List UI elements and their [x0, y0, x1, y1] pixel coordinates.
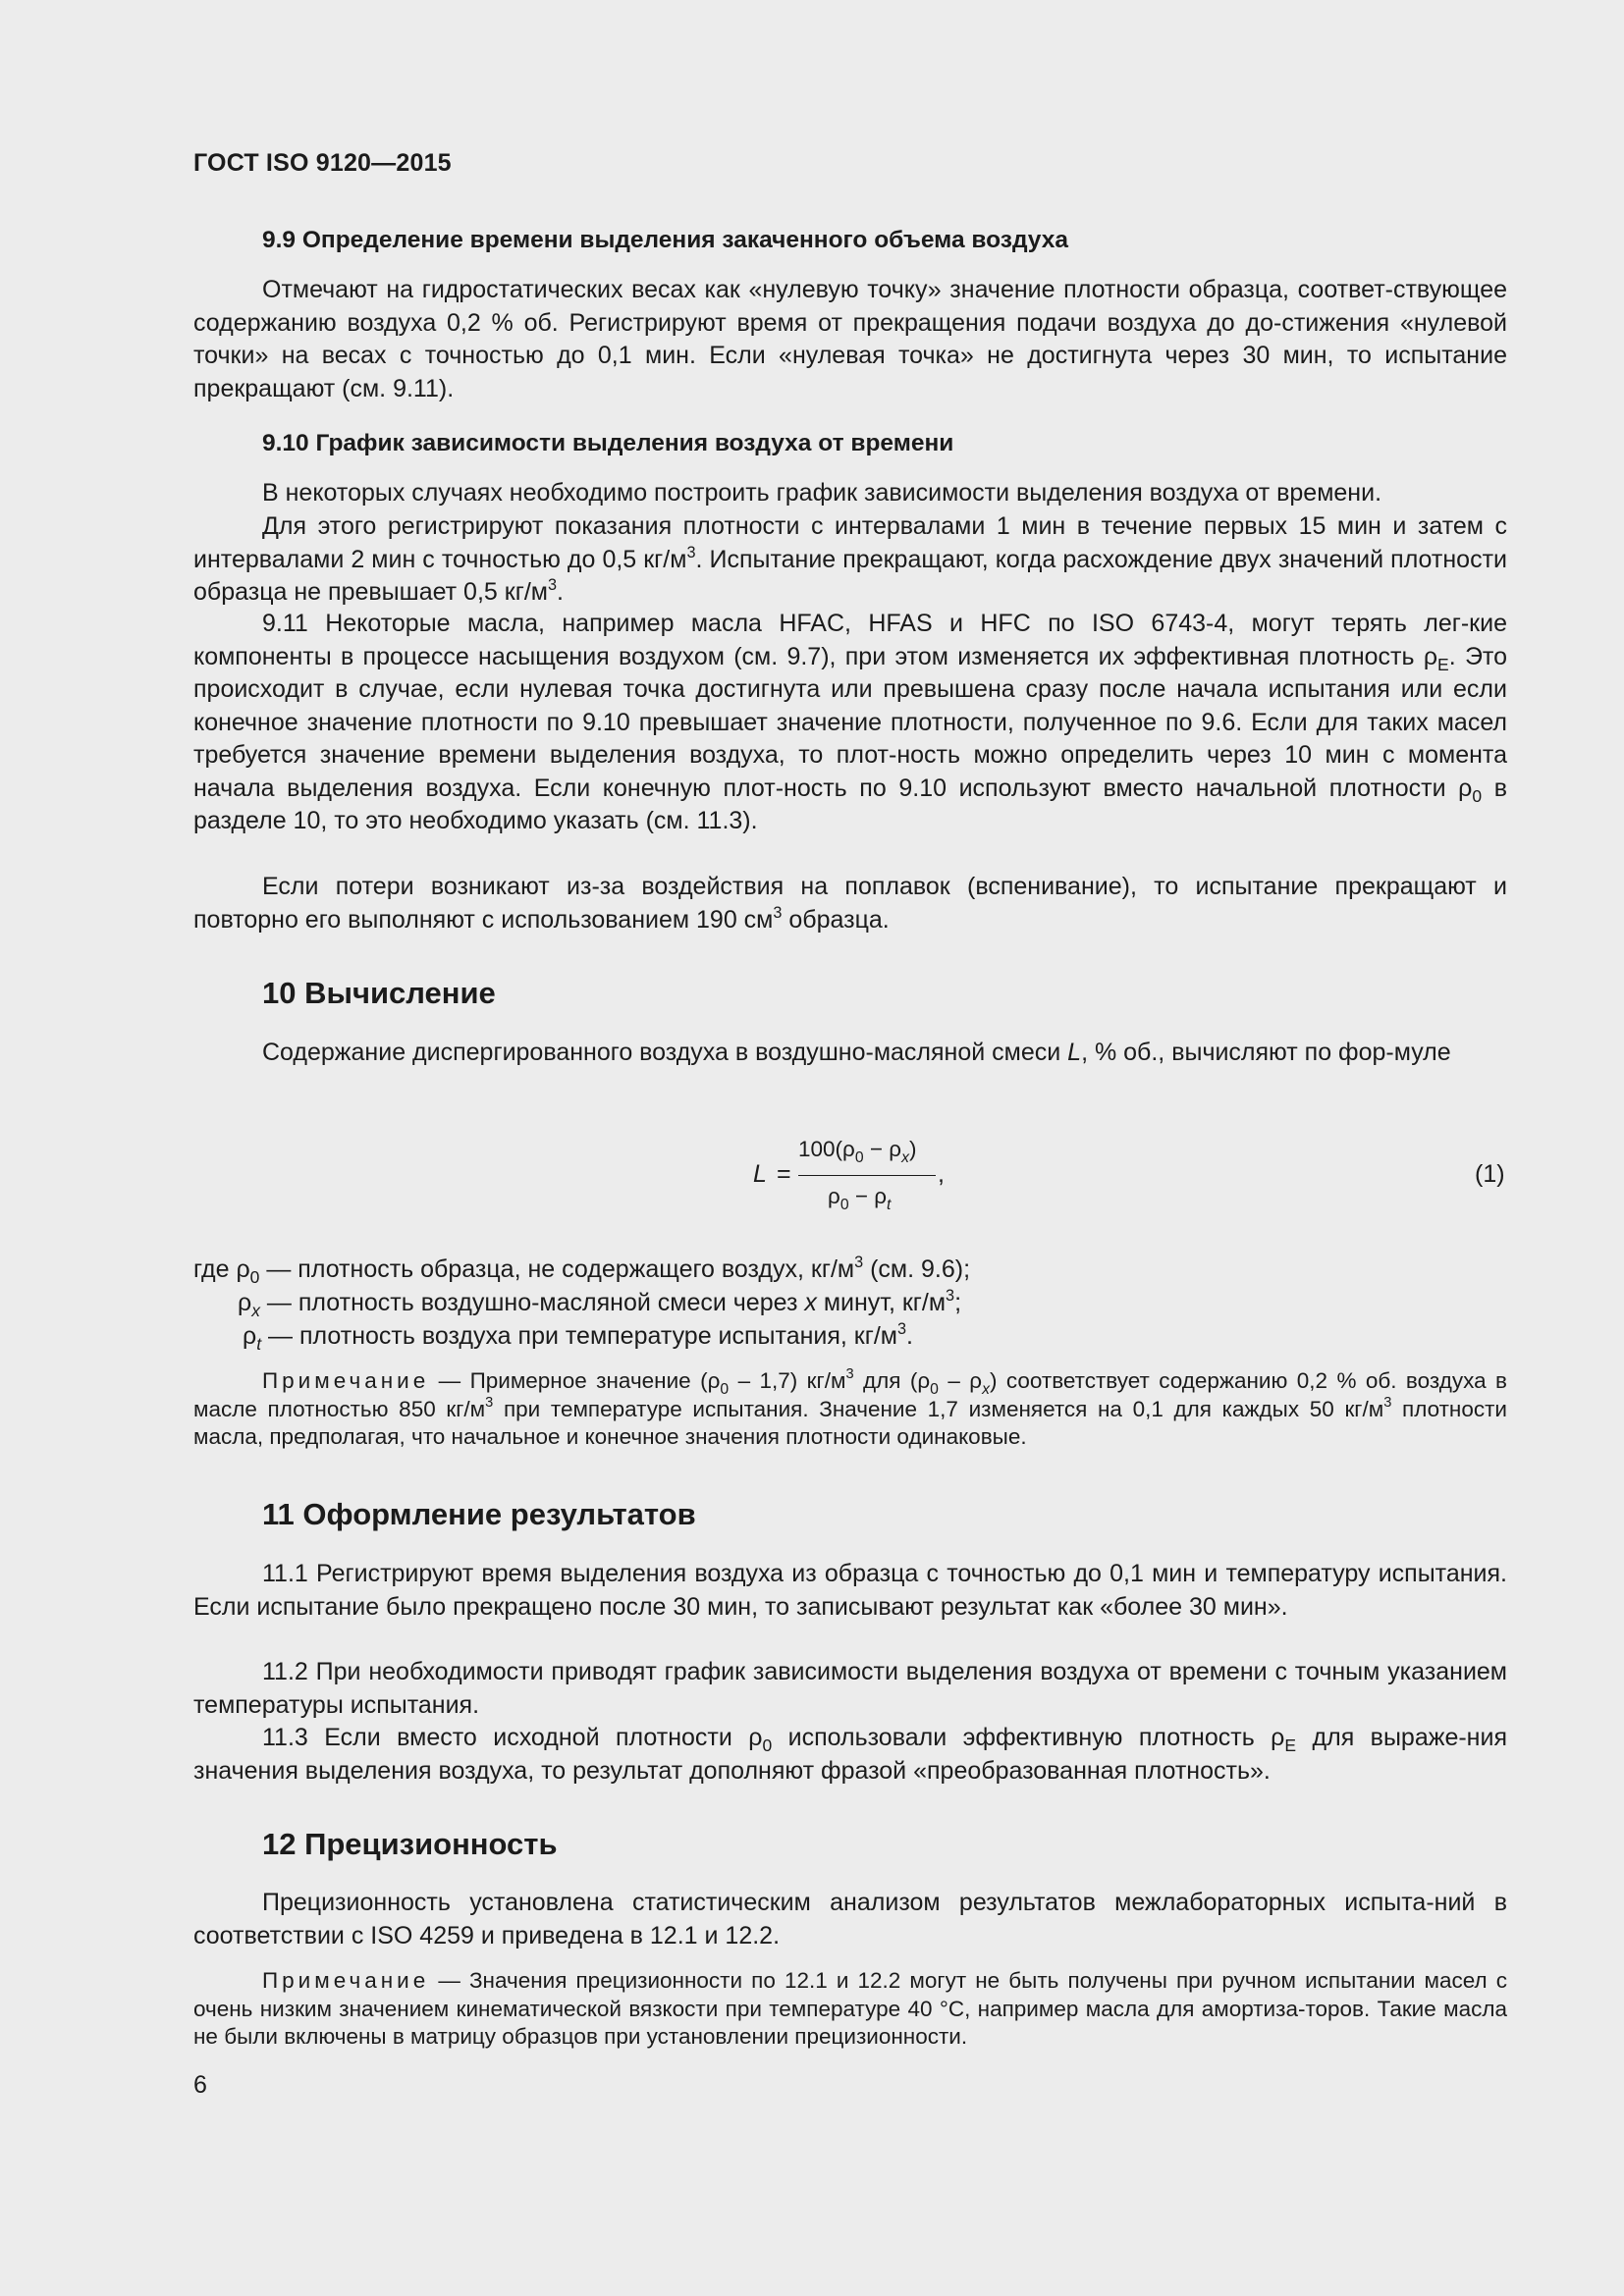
formula-definitions: [193, 1253, 970, 1353]
note-label: Примечание: [262, 1968, 430, 1993]
formula-comma: ,: [938, 1160, 945, 1188]
section-9-11-paragraph-2: Если потери возникают из-за воздействия на поплавок (вспенивание), то испытание прекращают и повторно его выполняют с использованием 190 $см^3$ образца.: [193, 873, 1507, 934]
section-10-paragraph: Содержание диспергированного воздуха в воздушно-масляной смеси L, % об., вычисляют по фор-муле: [262, 1039, 1451, 1066]
section-9-10-paragraph-1: В некоторых случаях необходимо построить график зависимости выделения воздуха от времени.: [262, 479, 1382, 507]
section-9-9-paragraph: Отмечают на гидростатических весах как «нулевую точку» значение плотности образца, соответ-ствующее содержанию воздуха 0,2 % об. Регистрируют время от прекращения подачи воздуха до до-стижения «нулевой точки» на весах с точностью до 0,1 мин. Если «нулевая точка» не достигнута через 30 мин, то испытание прекращают (см. 9.11).: [193, 276, 1507, 402]
page-number: 6: [193, 2071, 207, 2099]
formula-lhs: L: [753, 1160, 767, 1188]
formula-denominator: $\rho_0 - \rho_t$: [828, 1184, 892, 1213]
section-9-10-paragraph-2: Для этого регистрируют показания плотности с интервалами 1 мин в течение первых 15 мин и затем с интервалами 2 мин с точностью до 0,5 $кг/м^3$. Испытание прекращают, когда расхождение двух значений плотности образца не превышает 0,5 $кг/м^3$.: [193, 512, 1507, 606]
formula-1: [741, 1137, 977, 1225]
section-9-11-paragraph-1: 9.11 Некоторые масла, например масла HFAC, HFAS и HFC по ISO 6743-4, могут терять лег-кие компоненты в процессе насыщения воздухом (см. 9.7), при этом изменяется их эффективная плотность $\rho_E$. Это происходит в случае, если нулевая точка достигнута или превышена сразу после начала испытания или если конечное значение плотности по 9.10 превышает значение плотности, полученное по 9.6. Если для таких масел требуется значение времени выделения воздуха, то плот-ность можно определить через 10 мин с момента начала выделения воздуха. Если конечную плот-ность по 9.10 используют вместо начальной плотности $\rho_0$ в разделе 10, то это необходимо указать (см. 11.3).: [193, 610, 1508, 834]
fraction-bar: [798, 1175, 936, 1176]
formula-number: (1): [1475, 1160, 1505, 1188]
formula-numerator: $100(\rho_0 - \rho_x)$: [798, 1137, 917, 1166]
definition-rho-0: где $\rho_0$ — плотность образца, не содержащего воздух, $кг/м^3$ (см. 9.6);: [193, 1254, 971, 1287]
formula-equals: =: [777, 1160, 791, 1188]
document-code: ГОСТ ISO 9120—2015: [193, 149, 452, 177]
definition-rho-t: $\rho_t$ — плотность воздуха при температуре испытания, $кг/м^3$.: [243, 1320, 913, 1354]
section-11-2-paragraph: 11.2 При необходимости приводят график зависимости выделения воздуха от времени с точным указанием температуры испытания.: [193, 1658, 1507, 1719]
section-12-title: 12 Прецизионность: [262, 1827, 558, 1861]
section-10-title: 10 Вычисление: [262, 976, 496, 1010]
section-9-9-title: 9.9 Определение времени выделения закаченного объема воздуха: [262, 227, 1068, 253]
section-10-note: Примечание — Примерное значение $(\rho_0 - 1,7)$ $кг/м^3$ для $(\rho_0 - \rho_x)$ соответствует содержанию 0,2 % об. воздуха в масле плотностью 850 $кг/м^3$ при температуре испытания. Значение 1,7 изменяется на 0,1 для каждых 50 $кг/м^3$ плотности масла, предполагая, что начальное и конечное значения плотности одинаковые.: [193, 1366, 1507, 1449]
section-11-1-paragraph: 11.1 Регистрируют время выделения воздуха из образца с точностью до 0,1 мин и температуру испытания. Если испытание было прекращено после 30 мин, то записывают результат как «более 30 мин».: [193, 1560, 1507, 1621]
note-label: Примечание: [262, 1368, 430, 1393]
section-11-title: 11 Оформление результатов: [262, 1497, 696, 1531]
definition-rho-x: $\rho_x$ — плотность воздушно-масляной смеси через x минут, $кг/м^3$;: [238, 1287, 962, 1320]
section-12-paragraph: Прецизионность установлена статистическим анализом результатов межлабораторных испыта-ний в соответствии с ISO 4259 и приведена в 12.1 и 12.2.: [193, 1889, 1507, 1949]
section-12-note: Примечание — Значения прецизионности по 12.1 и 12.2 могут не быть получены при ручном испытании масел с очень низким значением кинематической вязкости при температуре 40 °С, например масла для амортиза-торов. Такие масла не были включены в матрицу образцов при установлении прецизионности.: [193, 1968, 1507, 2049]
section-11-3-paragraph: 11.3 Если вместо исходной плотности $\rho_0$ использовали эффективную плотность $\rho_E$ для выраже-ния значения выделения воздуха, то результат дополняют фразой «преобразованная плотность».: [193, 1724, 1507, 1785]
section-9-10-title: 9.10 График зависимости выделения воздуха от времени: [262, 430, 954, 456]
